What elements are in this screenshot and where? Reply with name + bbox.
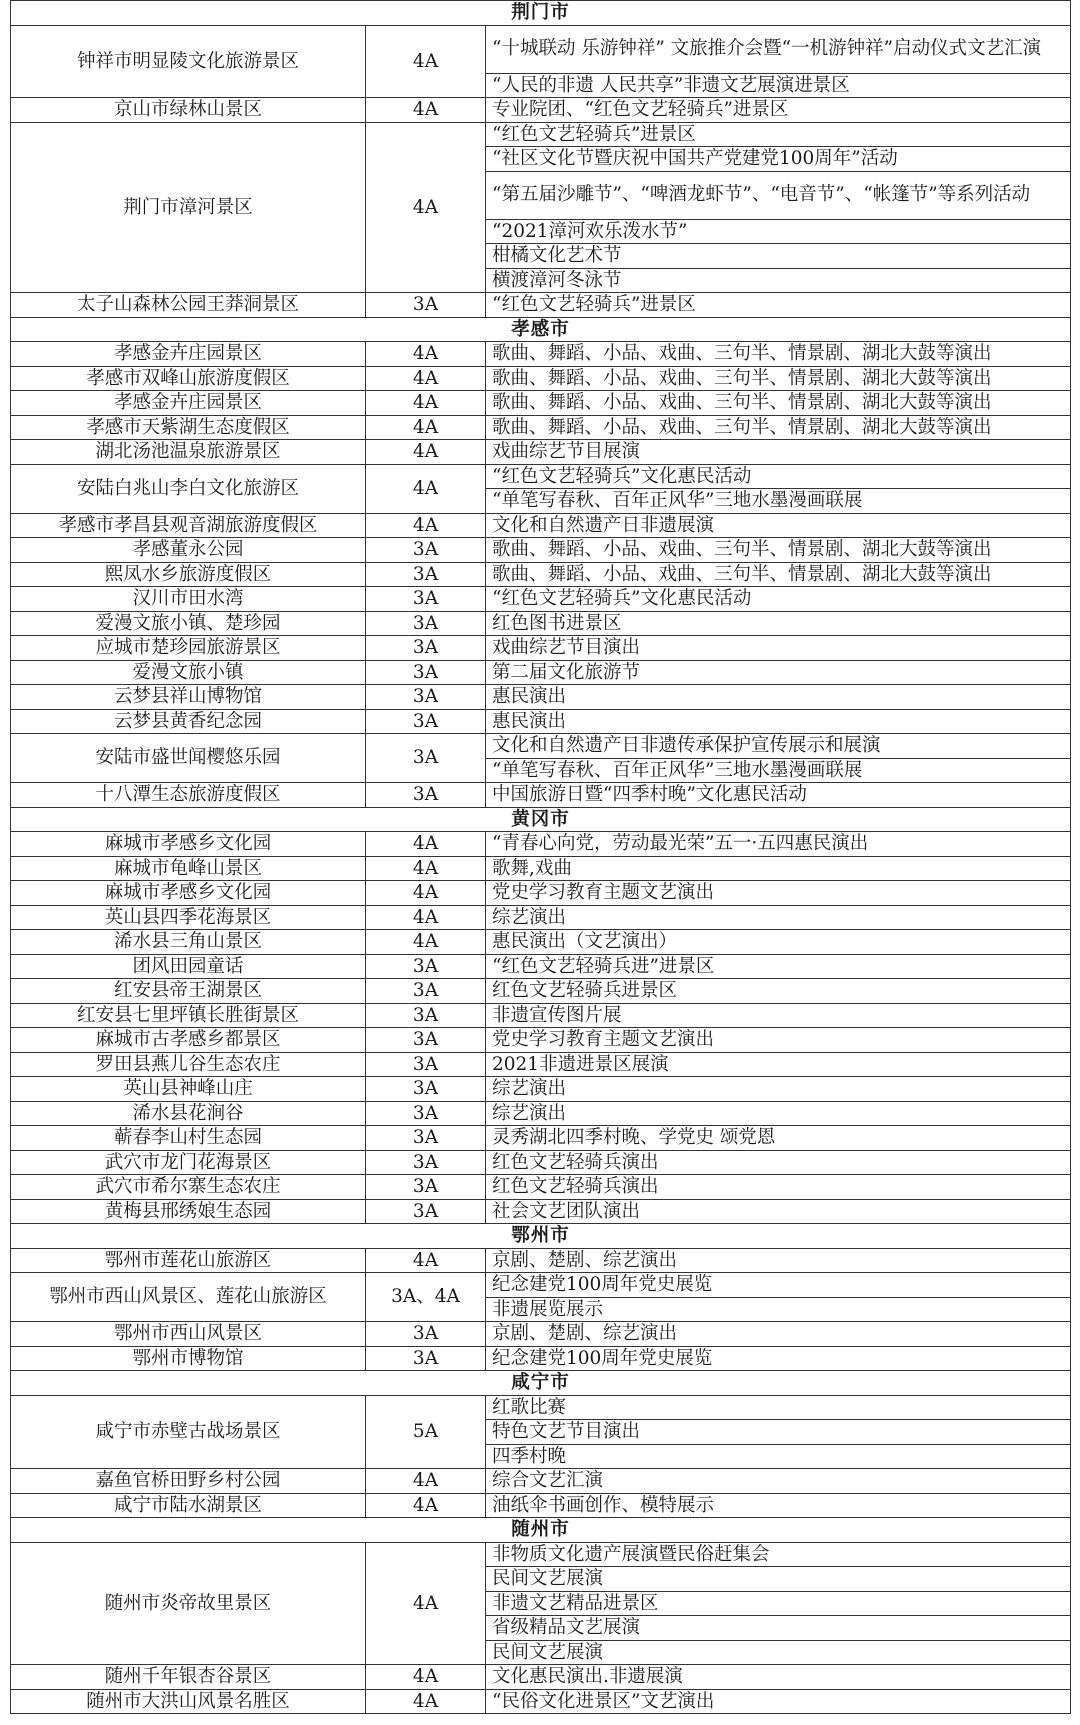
city-header-row <box>11 1 1071 26</box>
city-header-row <box>11 1518 1071 1543</box>
table-row <box>11 342 1071 367</box>
table-row <box>11 1101 1071 1126</box>
activity: 民间文艺展演 <box>486 1640 1071 1665</box>
table-row <box>11 1493 1071 1518</box>
site-name: 浠水县三角山景区 <box>11 930 366 955</box>
table-row <box>11 1248 1071 1273</box>
activity: 灵秀湖北四季村晚、学党史 颂党恩 <box>486 1126 1071 1151</box>
site-name: 云梦县祥山博物馆 <box>11 685 366 710</box>
site-level: 3A <box>366 1003 486 1028</box>
site-name: 武穴市龙门花海景区 <box>11 1150 366 1175</box>
site-name: 随州市大洪山风景名胜区 <box>11 1689 366 1714</box>
site-level: 3A <box>366 1175 486 1200</box>
site-name: 孝感市孝昌县观音湖旅游度假区 <box>11 513 366 538</box>
site-level: 4A <box>366 342 486 367</box>
activity: 歌曲、舞蹈、小品、戏曲、三句半、情景剧、湖北大鼓等演出 <box>486 391 1071 416</box>
site-level: 3A <box>366 660 486 685</box>
site-name: 团风田园童话 <box>11 954 366 979</box>
table-row <box>11 1150 1071 1175</box>
table-row <box>11 881 1071 906</box>
table-row <box>11 954 1071 979</box>
site-name: 孝感市双峰山旅游度假区 <box>11 366 366 391</box>
site-level: 5A <box>366 1395 486 1469</box>
site-level: 4A <box>366 366 486 391</box>
site-name: 爱漫文旅小镇 <box>11 660 366 685</box>
site-name: 云梦县黄香纪念园 <box>11 709 366 734</box>
activity: 四季村晚 <box>486 1444 1071 1469</box>
table-row <box>11 1346 1071 1371</box>
table-body <box>11 1 1071 1714</box>
table-row <box>11 856 1071 881</box>
table-row <box>11 979 1071 1004</box>
site-level: 4A <box>366 930 486 955</box>
site-level: 4A <box>366 415 486 440</box>
site-name: 英山县神峰山庄 <box>11 1077 366 1102</box>
city-name: 孝感市 <box>11 317 1071 342</box>
activity: 专业院团、“红色文艺轻骑兵”进景区 <box>486 98 1071 123</box>
activity: “第五届沙雕节”、“啤酒龙虾节”、“电音节”、“帐篷节”等系列活动 <box>486 171 1071 219</box>
table-row <box>11 1003 1071 1028</box>
activity: 党史学习教育主题文艺演出 <box>486 1028 1071 1053</box>
activity: “红色文艺轻骑兵”进景区 <box>486 293 1071 318</box>
table-row <box>11 905 1071 930</box>
activity: 综合文艺汇演 <box>486 1469 1071 1494</box>
site-name: 孝感金卉庄园景区 <box>11 391 366 416</box>
city-header-row <box>11 807 1071 832</box>
site-level: 3A <box>366 1052 486 1077</box>
site-name: 鄂州市西山风景区 <box>11 1322 366 1347</box>
site-name: 嘉鱼官桥田野乡村公园 <box>11 1469 366 1494</box>
activity: 歌曲、舞蹈、小品、戏曲、三句半、情景剧、湖北大鼓等演出 <box>486 342 1071 367</box>
site-name: 荆门市漳河景区 <box>11 122 366 293</box>
site-name: 钟祥市明显陵文化旅游景区 <box>11 25 366 98</box>
activity: 中国旅游日暨“四季村晚”文化惠民活动 <box>486 783 1071 808</box>
site-level: 3A <box>366 293 486 318</box>
activity: “单笔写春秋、百年正风华”三地水墨漫画联展 <box>486 489 1071 514</box>
site-name: 英山县四季花海景区 <box>11 905 366 930</box>
activity: “红色文艺轻骑兵”文化惠民活动 <box>486 587 1071 612</box>
site-level: 4A <box>366 856 486 881</box>
table-row <box>11 464 1071 489</box>
site-level: 4A <box>366 1493 486 1518</box>
table-row <box>11 538 1071 563</box>
table-row <box>11 366 1071 391</box>
site-name: 麻城市龟峰山景区 <box>11 856 366 881</box>
site-level: 3A <box>366 954 486 979</box>
site-name: 武穴市希尔寨生态农庄 <box>11 1175 366 1200</box>
table-row <box>11 1199 1071 1224</box>
activity: 歌舞,戏曲 <box>486 856 1071 881</box>
table-row <box>11 562 1071 587</box>
activity: 文化惠民演出.非遗展演 <box>486 1665 1071 1690</box>
site-level: 3A <box>366 1028 486 1053</box>
table-row <box>11 25 1071 73</box>
city-name: 黄冈市 <box>11 807 1071 832</box>
site-name: 湖北汤池温泉旅游景区 <box>11 440 366 465</box>
activity: 综艺演出 <box>486 1101 1071 1126</box>
site-level: 4A <box>366 1542 486 1665</box>
city-name: 咸宁市 <box>11 1371 1071 1396</box>
site-level: 4A <box>366 1469 486 1494</box>
site-name: 红安县七里坪镇长胜街景区 <box>11 1003 366 1028</box>
table-row <box>11 685 1071 710</box>
site-level: 3A <box>366 1101 486 1126</box>
site-name: 爱漫文旅小镇、楚珍园 <box>11 611 366 636</box>
activity: 省级精品文艺展演 <box>486 1616 1071 1641</box>
site-level: 4A <box>366 122 486 293</box>
site-level: 4A <box>366 391 486 416</box>
activity: “红色文艺轻骑兵”进景区 <box>486 122 1071 147</box>
activity: 歌曲、舞蹈、小品、戏曲、三句半、情景剧、湖北大鼓等演出 <box>486 538 1071 563</box>
table-row <box>11 1395 1071 1420</box>
table-row <box>11 611 1071 636</box>
site-name: 鄂州市博物馆 <box>11 1346 366 1371</box>
table-row <box>11 1126 1071 1151</box>
activity: 油纸伞书画创作、模特展示 <box>486 1493 1071 1518</box>
site-level: 3A <box>366 538 486 563</box>
table-row <box>11 122 1071 147</box>
site-name: 汉川市田水湾 <box>11 587 366 612</box>
site-level: 4A <box>366 25 486 98</box>
site-level: 3A <box>366 1199 486 1224</box>
table-row <box>11 832 1071 857</box>
activity: 纪念建党100周年党史展览 <box>486 1273 1071 1298</box>
city-header-row <box>11 1224 1071 1249</box>
activity: 戏曲综艺节目展演 <box>486 440 1071 465</box>
activity: 京剧、楚剧、综艺演出 <box>486 1322 1071 1347</box>
activity: 非遗文艺精品进景区 <box>486 1591 1071 1616</box>
site-name: 罗田县燕儿谷生态农庄 <box>11 1052 366 1077</box>
site-level: 3A <box>366 1322 486 1347</box>
table-row <box>11 1077 1071 1102</box>
site-level: 4A <box>366 1665 486 1690</box>
table-row <box>11 660 1071 685</box>
site-level: 4A <box>366 905 486 930</box>
activity: 戏曲综艺节目演出 <box>486 636 1071 661</box>
city-name: 随州市 <box>11 1518 1071 1543</box>
activity: 柑橘文化艺术节 <box>486 244 1071 269</box>
site-level: 4A <box>366 464 486 513</box>
site-name: 黄梅县邢绣娘生态园 <box>11 1199 366 1224</box>
site-name: 安陆市盛世闻樱悠乐园 <box>11 734 366 783</box>
site-level: 4A <box>366 98 486 123</box>
activity: 歌曲、舞蹈、小品、戏曲、三句半、情景剧、湖北大鼓等演出 <box>486 366 1071 391</box>
activity: 红歌比赛 <box>486 1395 1071 1420</box>
activity: 红色图书进景区 <box>486 611 1071 636</box>
activity: 京剧、楚剧、综艺演出 <box>486 1248 1071 1273</box>
activity: 党史学习教育主题文艺演出 <box>486 881 1071 906</box>
site-level: 3A <box>366 1126 486 1151</box>
site-level: 3A <box>366 709 486 734</box>
city-header-row <box>11 317 1071 342</box>
table-row <box>11 709 1071 734</box>
site-level: 4A <box>366 1689 486 1714</box>
site-name: 安陆白兆山李白文化旅游区 <box>11 464 366 513</box>
site-name: 浠水县花涧谷 <box>11 1101 366 1126</box>
site-level: 3A <box>366 636 486 661</box>
table-row <box>11 513 1071 538</box>
activity: “人民的非遗 人民共享”非遗文艺展演进景区 <box>486 73 1071 98</box>
site-name: 太子山森林公园王莽洞景区 <box>11 293 366 318</box>
site-name: 孝感市天紫湖生态度假区 <box>11 415 366 440</box>
activity: 文化和自然遗产日非遗展演 <box>486 513 1071 538</box>
activity: 纪念建党100周年党史展览 <box>486 1346 1071 1371</box>
site-level: 3A <box>366 979 486 1004</box>
table-row <box>11 415 1071 440</box>
site-name: 熙凤水乡旅游度假区 <box>11 562 366 587</box>
table-row <box>11 98 1071 123</box>
activity: 社会文艺团队演出 <box>486 1199 1071 1224</box>
activity: 惠民演出 <box>486 685 1071 710</box>
site-level: 3A <box>366 562 486 587</box>
site-name: 孝感董永公园 <box>11 538 366 563</box>
activity: 2021非遗进景区展演 <box>486 1052 1071 1077</box>
site-name: 京山市绿林山景区 <box>11 98 366 123</box>
site-level: 3A <box>366 1346 486 1371</box>
activity: “青春心向党，劳动最光荣”五一·五四惠民演出 <box>486 832 1071 857</box>
activity: 民间文艺展演 <box>486 1567 1071 1592</box>
activity: “红色文艺轻骑兵进”进景区 <box>486 954 1071 979</box>
site-name: 应城市楚珍园旅游景区 <box>11 636 366 661</box>
site-name: 十八潭生态旅游度假区 <box>11 783 366 808</box>
site-name: 孝感金卉庄园景区 <box>11 342 366 367</box>
site-level: 4A <box>366 513 486 538</box>
site-level: 3A <box>366 611 486 636</box>
table-row <box>11 440 1071 465</box>
scenic-activity-table <box>10 0 1071 1714</box>
activity: “2021漳河欢乐泼水节” <box>486 219 1071 244</box>
table-row <box>11 1322 1071 1347</box>
activity: 文化和自然遗产日非遗传承保护宣传展示和展演 <box>486 734 1071 759</box>
site-level: 3A、4A <box>366 1273 486 1322</box>
activity: 红色文艺轻骑兵演出 <box>486 1175 1071 1200</box>
table-row <box>11 587 1071 612</box>
table-row <box>11 636 1071 661</box>
activity: 特色文艺节目演出 <box>486 1420 1071 1445</box>
activity: 红色文艺轻骑兵进景区 <box>486 979 1071 1004</box>
table-row <box>11 783 1071 808</box>
site-name: 随州市炎帝故里景区 <box>11 1542 366 1665</box>
site-name: 鄂州市莲花山旅游区 <box>11 1248 366 1273</box>
site-name: 鄂州市西山风景区、莲花山旅游区 <box>11 1273 366 1322</box>
table-row <box>11 1689 1071 1714</box>
table-row <box>11 734 1071 759</box>
site-level: 4A <box>366 832 486 857</box>
activity: 非物质文化遗产展演暨民俗赶集会 <box>486 1542 1071 1567</box>
site-name: 麻城市古孝感乡都景区 <box>11 1028 366 1053</box>
activity: 红色文艺轻骑兵演出 <box>486 1150 1071 1175</box>
city-header-row <box>11 1371 1071 1396</box>
site-name: 咸宁市赤壁古战场景区 <box>11 1395 366 1469</box>
site-level: 3A <box>366 734 486 783</box>
activity: “十城联动 乐游钟祥” 文旅推介会暨“一机游钟祥”启动仪式文艺汇演 <box>486 25 1071 73</box>
activity: 综艺演出 <box>486 905 1071 930</box>
site-name: 麻城市孝感乡文化园 <box>11 881 366 906</box>
activity: 第二届文化旅游节 <box>486 660 1071 685</box>
activity: “红色文艺轻骑兵”文化惠民活动 <box>486 464 1071 489</box>
site-name: 随州千年银杏谷景区 <box>11 1665 366 1690</box>
site-level: 4A <box>366 1248 486 1273</box>
activity: “民俗文化进景区”文艺演出 <box>486 1689 1071 1714</box>
city-name: 荆门市 <box>11 1 1071 26</box>
city-name: 鄂州市 <box>11 1224 1071 1249</box>
table-row <box>11 293 1071 318</box>
activity: “社区文化节暨庆祝中国共产党建党100周年”活动 <box>486 147 1071 172</box>
site-level: 4A <box>366 440 486 465</box>
table-row <box>11 1175 1071 1200</box>
table-row <box>11 1469 1071 1494</box>
activity: “单笔写春秋、百年正风华”三地水墨漫画联展 <box>486 758 1071 783</box>
site-level: 3A <box>366 685 486 710</box>
activity: 惠民演出 <box>486 709 1071 734</box>
table-row <box>11 1665 1071 1690</box>
activity: 非遗展览展示 <box>486 1297 1071 1322</box>
table-row <box>11 1542 1071 1567</box>
site-name: 麻城市孝感乡文化园 <box>11 832 366 857</box>
activity: 歌曲、舞蹈、小品、戏曲、三句半、情景剧、湖北大鼓等演出 <box>486 415 1071 440</box>
table-row <box>11 391 1071 416</box>
activity: 综艺演出 <box>486 1077 1071 1102</box>
table-row <box>11 1028 1071 1053</box>
site-name: 红安县帝王湖景区 <box>11 979 366 1004</box>
site-level: 3A <box>366 1077 486 1102</box>
activity: 惠民演出（文艺演出） <box>486 930 1071 955</box>
table-row <box>11 1273 1071 1298</box>
site-name: 蕲春李山村生态园 <box>11 1126 366 1151</box>
table-row <box>11 930 1071 955</box>
site-name: 咸宁市陆水湖景区 <box>11 1493 366 1518</box>
activity: 非遗宣传图片展 <box>486 1003 1071 1028</box>
site-level: 3A <box>366 783 486 808</box>
table-row <box>11 1052 1071 1077</box>
site-level: 3A <box>366 587 486 612</box>
site-level: 4A <box>366 881 486 906</box>
activity: 横渡漳河冬泳节 <box>486 268 1071 293</box>
site-level: 3A <box>366 1150 486 1175</box>
activity: 歌曲、舞蹈、小品、戏曲、三句半、情景剧、湖北大鼓等演出 <box>486 562 1071 587</box>
